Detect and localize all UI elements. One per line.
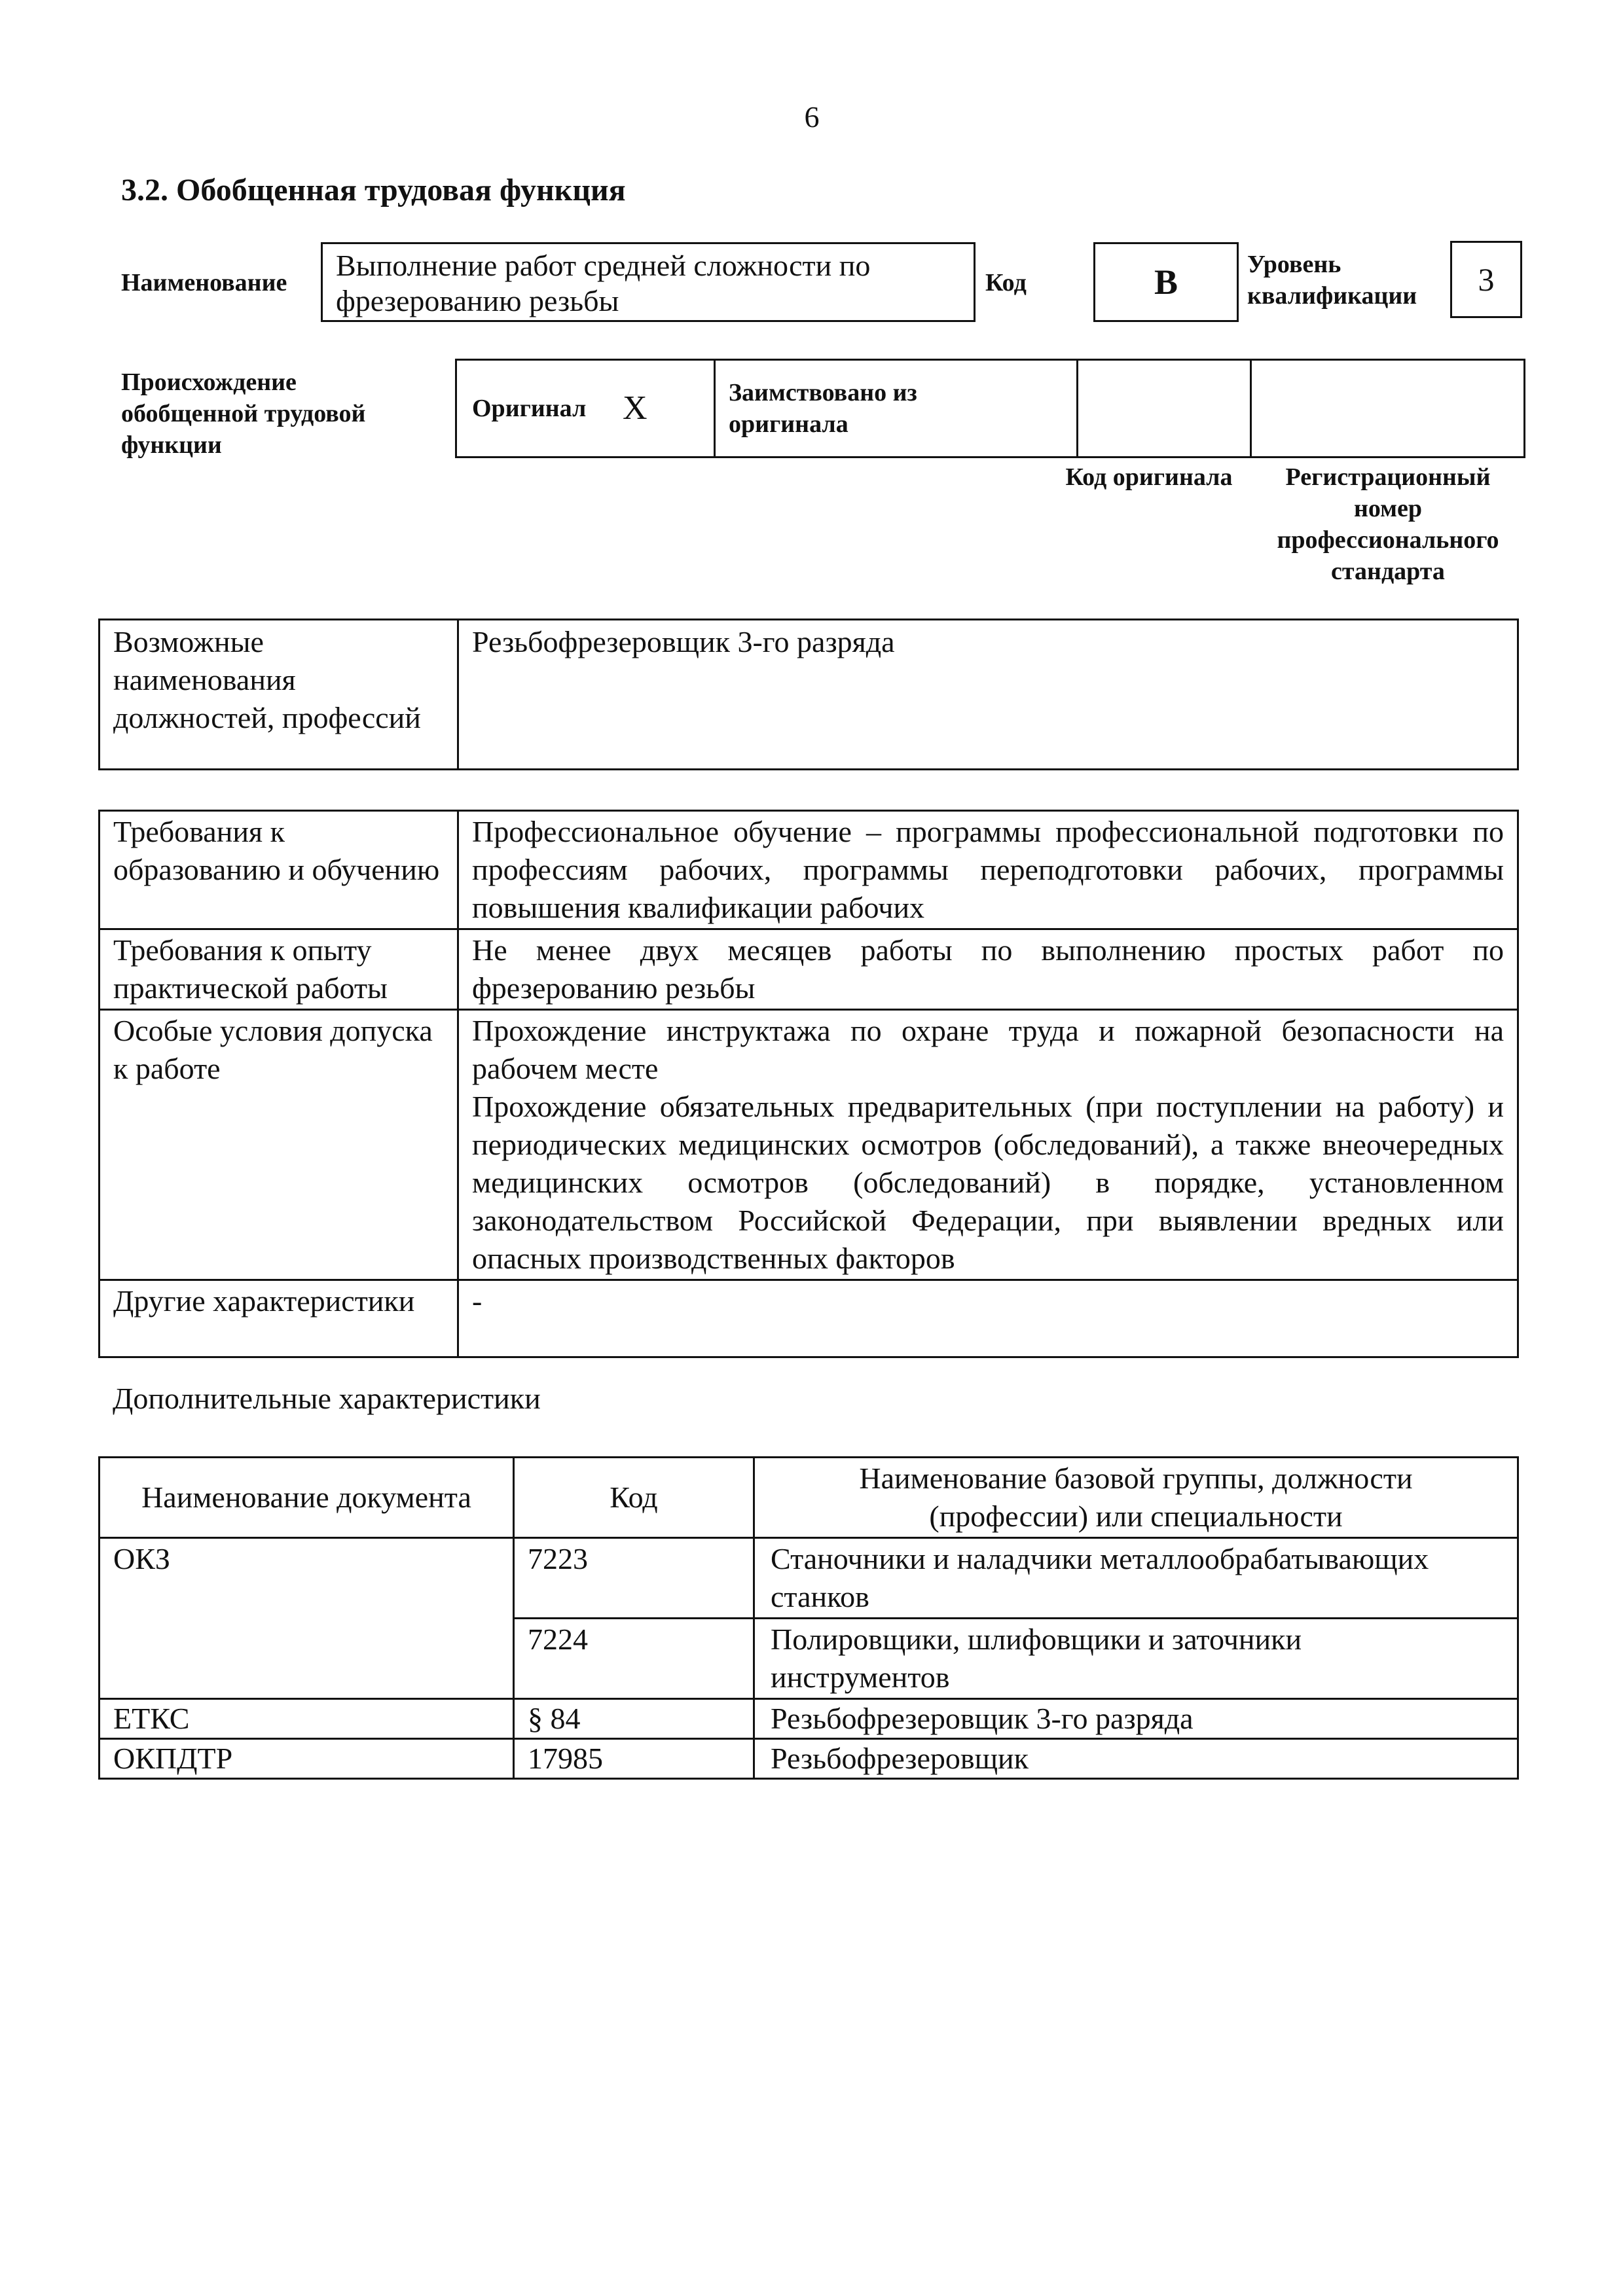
other-label-cell [100,1280,458,1357]
experience-label: Требования к опыту практической работы [113,933,388,1005]
code-box [1093,242,1239,322]
other-value: - [472,1284,483,1318]
experience-value: Не менее двух месяцев работы по выполнению простых работ по фрезерованию резьбы [472,933,1504,1005]
okpdtr-name: Резьбофрезеровщик [771,1742,1029,1775]
education-value: Профессиональное обучение – программы профессиональной подготовки по профессиям рабочих, программы переподготовки рабочих, программы повышения квалификации рабочих [472,815,1504,924]
okpdtr-code: 17985 [527,1742,603,1775]
header-doc: Наименование документа [141,1480,471,1514]
original-label: Оригинал [472,395,587,422]
origin-borrowed-cell [715,360,1078,457]
header-name: Наименование базовой группы, должности (профессии) или специальности [859,1462,1413,1533]
origin-label: Происхождение обобщенной трудовой функции [121,368,366,459]
original-mark: X [623,389,647,427]
section-title: 3.2. Обобщенная трудовая функция [121,173,626,207]
experience-label-cell [100,929,458,1010]
positions-table [98,619,1519,770]
conditions-line-2: Прохождение обязательных предварительных (при поступлении на работу) и периодических медицинских осмотров (обследований), а также внеочередных медицинских осмотров (обследований) в порядке, установленном законодательством Российской Федерации, при выявлении вредных или опасных производственных факторов [472,1090,1504,1275]
header-code: Код [610,1480,658,1514]
okz-code-cell-1 [513,1538,754,1619]
additional-table [98,1456,1519,1780]
etks-name-cell [754,1699,1518,1739]
level-value: 3 [1478,261,1495,298]
okz-name-cell-2 [754,1619,1518,1699]
header-code-cell [513,1458,754,1538]
conditions-label-cell [100,1010,458,1280]
education-value-cell [458,811,1518,929]
education-label: Требования к образованию и обучению [113,815,440,886]
okpdtr-name-cell [754,1739,1518,1779]
positions-value: Резьбофрезеровщик 3-го разряда [472,625,895,658]
okz-name-2: Полировщики, шлифовщики и заточники инструментов [771,1623,1302,1694]
okz-code-2: 7224 [527,1623,588,1656]
function-name-box [321,242,976,322]
page-number: 6 [804,100,820,134]
okpdtr-doc-cell [100,1739,514,1779]
origin-table [455,359,1525,458]
code-value: B [1154,262,1178,302]
origin-original-cell [456,360,715,457]
okpdtr-doc: ОКПДТР [113,1742,233,1775]
etks-name: Резьбофрезеровщик 3-го разряда [771,1702,1194,1735]
header-doc-cell [100,1458,514,1538]
origin-code-cell [1078,360,1251,457]
okz-name-cell-1 [754,1538,1518,1619]
code-original-caption: Код оригинала [1065,463,1233,491]
positions-value-cell [458,620,1518,770]
okz-code-1: 7223 [527,1542,588,1575]
etks-code-cell [513,1699,754,1739]
education-label-cell [100,811,458,929]
header-name-cell [754,1458,1518,1538]
other-value-cell [458,1280,1518,1357]
conditions-line-1: Прохождение инструктажа по охране труда и пожарной безопасности на рабочем месте [472,1014,1504,1085]
borrowed-label: Заимствовано из оригинала [729,379,917,438]
conditions-value-cell [458,1010,1518,1280]
experience-value-cell [458,929,1518,1010]
requirements-table [98,810,1519,1358]
positions-label: Возможные наименования должностей, профессий [113,625,421,734]
okz-doc-cell [100,1538,514,1699]
etks-doc-cell [100,1699,514,1739]
name-label: Наименование [121,269,287,296]
function-name: Выполнение работ средней сложности по фрезерованию резьбы [336,249,871,317]
additional-title: Дополнительные характеристики [113,1382,541,1415]
regnum-caption: Регистрационный номер профессионального стандарта [1277,463,1499,585]
level-label: Уровень квалификации [1247,251,1417,310]
okz-doc: ОКЗ [113,1542,170,1575]
code-label: Код [985,269,1027,296]
other-label: Другие характеристики [113,1284,415,1318]
okz-name-1: Станочники и наладчики металлообрабатывающих станков [771,1542,1429,1613]
okz-code-cell-2 [513,1619,754,1699]
origin-regnum-cell [1251,360,1525,457]
conditions-label: Особые условия допуска к работе [113,1014,433,1085]
okpdtr-code-cell [513,1739,754,1779]
etks-doc: ЕТКС [113,1702,190,1735]
level-box [1450,241,1522,318]
etks-code: § 84 [527,1702,581,1735]
positions-label-cell [100,620,458,770]
